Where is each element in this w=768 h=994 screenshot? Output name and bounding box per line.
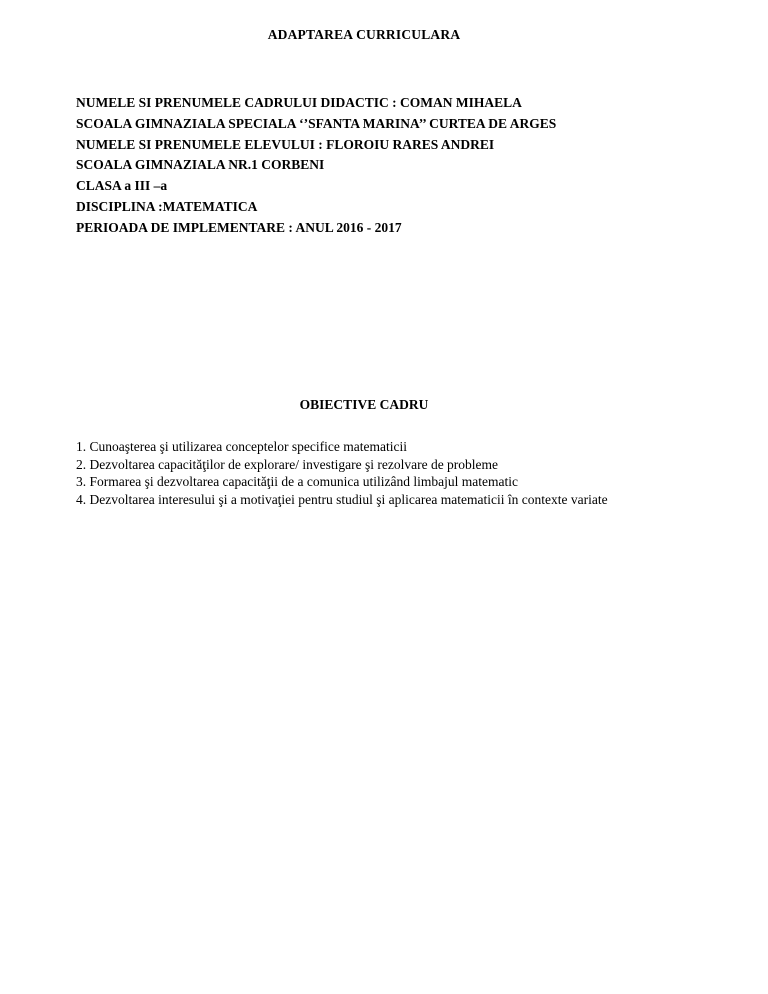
objective-item: 2. Dezvoltarea capacităţilor de explorare/ investigare şi rezolvare de probleme: [76, 456, 499, 472]
teacher-school-line: SCOALA GIMNAZIALA SPECIALA ‘’SFANTA MARINA’’ CURTEA DE ARGES: [76, 115, 557, 131]
student-school-line: SCOALA GIMNAZIALA NR.1 CORBENI: [76, 157, 325, 173]
teacher-name-line: NUMELE SI PRENUMELE CADRULUI DIDACTIC : COMAN MIHAELA: [76, 95, 522, 110]
info-block: [76, 93, 696, 239]
subject-line: DISCIPLINA :MATEMATICA: [76, 198, 258, 214]
period-line: PERIOADA DE IMPLEMENTARE : ANUL 2016 - 2017: [76, 219, 402, 235]
objective-item: 1. Cunoaşterea şi utilizarea conceptelor specifice matematicii: [76, 439, 407, 454]
class-line: CLASA a III –a: [76, 178, 168, 194]
document-title: ADAPTAREA CURRICULARA: [267, 27, 461, 42]
objectives-list: [76, 438, 636, 508]
objective-item: 4. Dezvoltarea interesului şi a motivaţiei pentru studiul şi aplicarea matematicii în contexte variate: [76, 491, 608, 507]
objective-item: 3. Formarea şi dezvoltarea capacităţii de a comunica utilizând limbajul matematic: [76, 474, 518, 490]
section-title: OBIECTIVE CADRU: [299, 397, 429, 412]
student-name-line: NUMELE SI PRENUMELE ELEVULUI : FLOROIU RARES ANDREI: [76, 136, 495, 152]
